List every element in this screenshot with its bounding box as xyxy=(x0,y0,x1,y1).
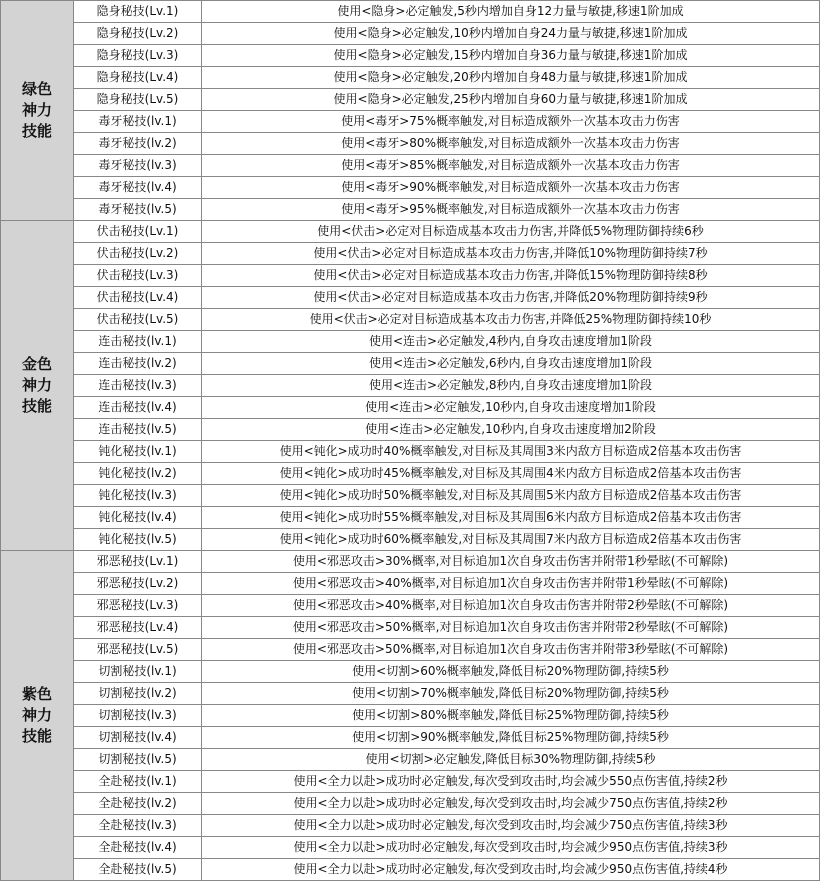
skill-description-cell: 使用<邪恶攻击>50%概率,对目标追加1次自身攻击伤害并附带2秒晕眩(不可解除) xyxy=(202,617,820,639)
skill-description-cell: 使用<隐身>必定触发,15秒内增加自身36力量与敏捷,移速1阶加成 xyxy=(202,45,820,67)
table-row xyxy=(1,551,820,573)
table-row xyxy=(1,485,820,507)
group-label-cell xyxy=(1,1,74,221)
skill-name-cell: 伏击秘技(Lv.4) xyxy=(74,287,202,309)
table-row xyxy=(1,683,820,705)
table-row xyxy=(1,45,820,67)
group-label-line: 技能 xyxy=(21,397,52,415)
skill-description-cell: 使用<钝化>成功时40%概率触发,对目标及其周围3米内敌方目标造成2倍基本攻击伤害 xyxy=(202,441,820,463)
skill-name-cell: 全赴秘技(lv.1) xyxy=(74,771,202,793)
skill-description-cell: 使用<毒牙>75%概率触发,对目标造成额外一次基本攻击力伤害 xyxy=(202,111,820,133)
skill-description-cell: 使用<切割>70%概率触发,降低目标20%物理防御,持续5秒 xyxy=(202,683,820,705)
table-row xyxy=(1,859,820,881)
group-label-line: 神力 xyxy=(21,101,52,119)
table-row xyxy=(1,837,820,859)
skill-description-cell: 使用<全力以赴>成功时必定触发,每次受到攻击时,均会减少950点伤害值,持续4秒 xyxy=(202,859,820,881)
skill-name-cell: 毒牙秘技(lv.4) xyxy=(74,177,202,199)
skill-description-cell: 使用<钝化>成功时60%概率触发,对目标及其周围7米内敌方目标造成2倍基本攻击伤害 xyxy=(202,529,820,551)
table-row xyxy=(1,639,820,661)
skill-name-cell: 切割秘技(lv.3) xyxy=(74,705,202,727)
skill-name-cell: 切割秘技(lv.4) xyxy=(74,727,202,749)
table-row xyxy=(1,133,820,155)
skill-name-cell: 邪恶秘技(Lv.5) xyxy=(74,639,202,661)
skill-name-cell: 毒牙秘技(lv.1) xyxy=(74,111,202,133)
group-label-line: 神力 xyxy=(21,376,52,394)
skill-description-cell: 使用<邪恶攻击>40%概率,对目标追加1次自身攻击伤害并附带1秒晕眩(不可解除) xyxy=(202,573,820,595)
skill-name-cell: 伏击秘技(Lv.2) xyxy=(74,243,202,265)
skill-name-cell: 连击秘技(lv.2) xyxy=(74,353,202,375)
table-row xyxy=(1,309,820,331)
table-row xyxy=(1,375,820,397)
skill-description-cell: 使用<毒牙>85%概率触发,对目标造成额外一次基本攻击力伤害 xyxy=(202,155,820,177)
skill-name-cell: 邪恶秘技(Lv.4) xyxy=(74,617,202,639)
skill-name-cell: 全赴秘技(lv.3) xyxy=(74,815,202,837)
skill-description-cell: 使用<全力以赴>成功时必定触发,每次受到攻击时,均会减少750点伤害值,持续3秒 xyxy=(202,815,820,837)
skill-name-cell: 伏击秘技(Lv.5) xyxy=(74,309,202,331)
table-row xyxy=(1,177,820,199)
skill-description-cell: 使用<全力以赴>成功时必定触发,每次受到攻击时,均会减少550点伤害值,持续2秒 xyxy=(202,771,820,793)
group-label-cell xyxy=(1,551,74,881)
skill-description-cell: 使用<隐身>必定触发,25秒内增加自身60力量与敏捷,移速1阶加成 xyxy=(202,89,820,111)
skill-name-cell: 钝化秘技(lv.3) xyxy=(74,485,202,507)
skill-description-cell: 使用<伏击>必定对目标造成基本攻击力伤害,并降低15%物理防御持续8秒 xyxy=(202,265,820,287)
table-row xyxy=(1,705,820,727)
skill-description-cell: 使用<毒牙>90%概率触发,对目标造成额外一次基本攻击力伤害 xyxy=(202,177,820,199)
skill-description-cell: 使用<切割>必定触发,降低目标30%物理防御,持续5秒 xyxy=(202,749,820,771)
group-label-line: 绿色 xyxy=(21,80,52,98)
skill-description-cell: 使用<连击>必定触发,10秒内,自身攻击速度增加1阶段 xyxy=(202,397,820,419)
table-row xyxy=(1,441,820,463)
table-row xyxy=(1,771,820,793)
group-label-line: 金色 xyxy=(21,355,52,373)
table-row xyxy=(1,287,820,309)
table-row xyxy=(1,617,820,639)
group-label-line: 紫色 xyxy=(21,685,52,703)
table-row xyxy=(1,67,820,89)
skill-name-cell: 隐身秘技(Lv.4) xyxy=(74,67,202,89)
table-row xyxy=(1,243,820,265)
table-row xyxy=(1,749,820,771)
skill-table-body xyxy=(1,1,820,881)
skill-description-cell: 使用<连击>必定触发,4秒内,自身攻击速度增加1阶段 xyxy=(202,331,820,353)
group-label-cell xyxy=(1,221,74,551)
skill-description-cell: 使用<切割>80%概率触发,降低目标25%物理防御,持续5秒 xyxy=(202,705,820,727)
table-row xyxy=(1,397,820,419)
table-row xyxy=(1,1,820,23)
skill-name-cell: 切割秘技(lv.1) xyxy=(74,661,202,683)
skill-description-cell: 使用<伏击>必定对目标造成基本攻击力伤害,并降低25%物理防御持续10秒 xyxy=(202,309,820,331)
skill-name-cell: 钝化秘技(lv.4) xyxy=(74,507,202,529)
table-row xyxy=(1,419,820,441)
group-label-line: 技能 xyxy=(21,727,52,745)
skill-description-cell: 使用<全力以赴>成功时必定触发,每次受到攻击时,均会减少950点伤害值,持续3秒 xyxy=(202,837,820,859)
skill-description-cell: 使用<切割>90%概率触发,降低目标25%物理防御,持续5秒 xyxy=(202,727,820,749)
table-row xyxy=(1,353,820,375)
skill-name-cell: 伏击秘技(Lv.3) xyxy=(74,265,202,287)
table-row xyxy=(1,331,820,353)
skill-description-cell: 使用<伏击>必定对目标造成基本攻击力伤害,并降低20%物理防御持续9秒 xyxy=(202,287,820,309)
skill-name-cell: 毒牙秘技(lv.3) xyxy=(74,155,202,177)
skill-name-cell: 连击秘技(lv.1) xyxy=(74,331,202,353)
skill-description-cell: 使用<隐身>必定触发,5秒内增加自身12力量与敏捷,移速1阶加成 xyxy=(202,1,820,23)
skill-description-cell: 使用<全力以赴>成功时必定触发,每次受到攻击时,均会减少750点伤害值,持续2秒 xyxy=(202,793,820,815)
table-row xyxy=(1,595,820,617)
skill-name-cell: 切割秘技(lv.2) xyxy=(74,683,202,705)
table-row xyxy=(1,815,820,837)
table-row xyxy=(1,529,820,551)
skill-name-cell: 邪恶秘技(Lv.3) xyxy=(74,595,202,617)
skill-description-cell: 使用<伏击>必定对目标造成基本攻击力伤害,并降低10%物理防御持续7秒 xyxy=(202,243,820,265)
skill-name-cell: 钝化秘技(lv.2) xyxy=(74,463,202,485)
skill-description-cell: 使用<切割>60%概率触发,降低目标20%物理防御,持续5秒 xyxy=(202,661,820,683)
table-row xyxy=(1,573,820,595)
skill-name-cell: 伏击秘技(Lv.1) xyxy=(74,221,202,243)
skill-description-cell: 使用<钝化>成功时50%概率触发,对目标及其周围5米内敌方目标造成2倍基本攻击伤害 xyxy=(202,485,820,507)
skill-description-cell: 使用<隐身>必定触发,10秒内增加自身24力量与敏捷,移速1阶加成 xyxy=(202,23,820,45)
table-row xyxy=(1,727,820,749)
skill-name-cell: 连击秘技(lv.5) xyxy=(74,419,202,441)
skill-name-cell: 全赴秘技(lv.4) xyxy=(74,837,202,859)
table-row xyxy=(1,221,820,243)
table-row xyxy=(1,463,820,485)
table-row xyxy=(1,199,820,221)
skill-description-cell: 使用<钝化>成功时45%概率触发,对目标及其周围4米内敌方目标造成2倍基本攻击伤害 xyxy=(202,463,820,485)
group-label-line: 神力 xyxy=(21,706,52,724)
table-row xyxy=(1,89,820,111)
group-label-line: 技能 xyxy=(21,122,52,140)
skill-name-cell: 隐身秘技(Lv.5) xyxy=(74,89,202,111)
skill-name-cell: 邪恶秘技(Lv.2) xyxy=(74,573,202,595)
skill-name-cell: 钝化秘技(lv.1) xyxy=(74,441,202,463)
skill-name-cell: 毒牙秘技(lv.5) xyxy=(74,199,202,221)
skill-description-cell: 使用<隐身>必定触发,20秒内增加自身48力量与敏捷,移速1阶加成 xyxy=(202,67,820,89)
skill-name-cell: 连击秘技(lv.3) xyxy=(74,375,202,397)
table-row xyxy=(1,661,820,683)
skill-description-cell: 使用<毒牙>80%概率触发,对目标造成额外一次基本攻击力伤害 xyxy=(202,133,820,155)
skill-name-cell: 隐身秘技(Lv.1) xyxy=(74,1,202,23)
table-row xyxy=(1,793,820,815)
skill-name-cell: 切割秘技(lv.5) xyxy=(74,749,202,771)
skill-name-cell: 邪恶秘技(Lv.1) xyxy=(74,551,202,573)
skill-description-cell: 使用<毒牙>95%概率触发,对目标造成额外一次基本攻击力伤害 xyxy=(202,199,820,221)
table-row xyxy=(1,23,820,45)
skill-description-cell: 使用<邪恶攻击>50%概率,对目标追加1次自身攻击伤害并附带3秒晕眩(不可解除) xyxy=(202,639,820,661)
skill-description-cell: 使用<连击>必定触发,8秒内,自身攻击速度增加1阶段 xyxy=(202,375,820,397)
skill-name-cell: 全赴秘技(lv.5) xyxy=(74,859,202,881)
skill-description-cell: 使用<邪恶攻击>40%概率,对目标追加1次自身攻击伤害并附带2秒晕眩(不可解除) xyxy=(202,595,820,617)
skill-name-cell: 毒牙秘技(lv.2) xyxy=(74,133,202,155)
skill-name-cell: 隐身秘技(Lv.3) xyxy=(74,45,202,67)
table-row xyxy=(1,155,820,177)
table-row xyxy=(1,265,820,287)
skill-name-cell: 全赴秘技(lv.2) xyxy=(74,793,202,815)
table-row xyxy=(1,111,820,133)
skill-name-cell: 钝化秘技(lv.5) xyxy=(74,529,202,551)
skill-description-cell: 使用<连击>必定触发,10秒内,自身攻击速度增加2阶段 xyxy=(202,419,820,441)
skill-name-cell: 隐身秘技(Lv.2) xyxy=(74,23,202,45)
skill-description-cell: 使用<钝化>成功时55%概率触发,对目标及其周围6米内敌方目标造成2倍基本攻击伤害 xyxy=(202,507,820,529)
skill-description-cell: 使用<连击>必定触发,6秒内,自身攻击速度增加1阶段 xyxy=(202,353,820,375)
skill-description-cell: 使用<伏击>必定对目标造成基本攻击力伤害,并降低5%物理防御持续6秒 xyxy=(202,221,820,243)
skill-name-cell: 连击秘技(lv.4) xyxy=(74,397,202,419)
table-row xyxy=(1,507,820,529)
skill-description-cell: 使用<邪恶攻击>30%概率,对目标追加1次自身攻击伤害并附带1秒晕眩(不可解除) xyxy=(202,551,820,573)
